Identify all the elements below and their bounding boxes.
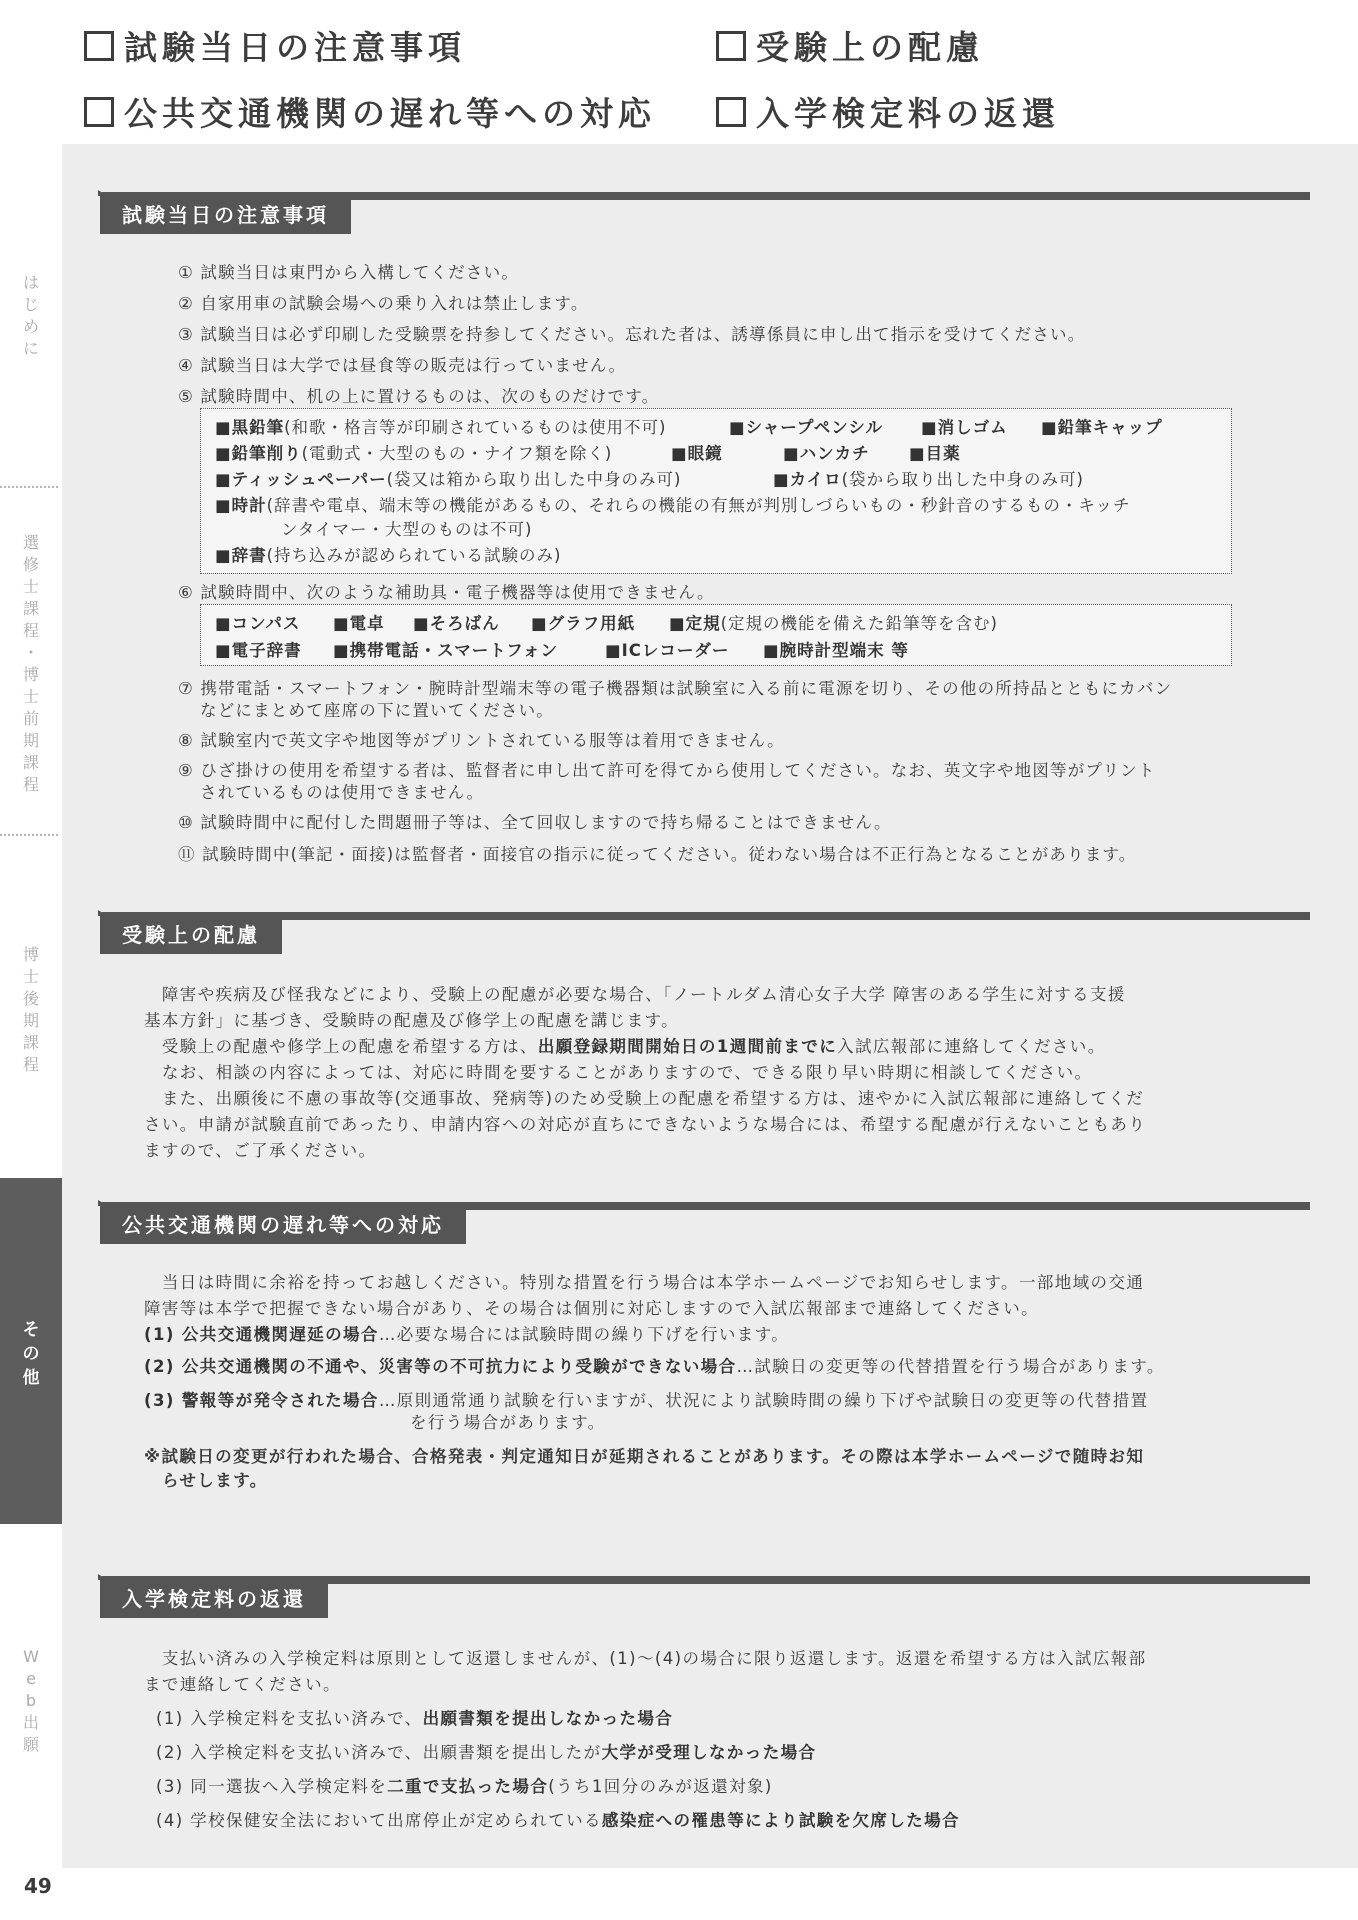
case-line: (2) 公共交通機関の不通や、災害等の不可抗力により受験ができない場合…試験日の変更等の代替措置を行う場合があります。: [144, 1357, 1165, 1376]
paragraph-line: 基本方針」に基づき、受験時の配慮及び修学上の配慮を講じます。: [144, 1011, 680, 1030]
checkbox-icon: [84, 31, 114, 61]
sidebar-item-other-label: そ の 他: [22, 1320, 40, 1388]
case-line-cont: を行う場合があります。: [410, 1413, 606, 1432]
forbidden-line: ■グラフ用紙: [531, 614, 636, 633]
list-item: ⑦ 携帯電話・スマートフォン・腕時計型端末等の電子機器類は試験室に入る前に電源を切り、その他の所持品とともにカバン: [178, 679, 1173, 698]
list-item: ② 自家用車の試験会場への乗り入れは禁止します。: [178, 294, 589, 313]
allowed-line: ■消しゴム: [921, 418, 1008, 437]
list-item: ⑪ 試験時間中(筆記・面接)は監督者・面接官の指示に従ってください。従わない場合は不正行為となることがあります。: [178, 845, 1137, 864]
forbidden-items-box: [200, 604, 1232, 666]
header-item-transport: [84, 88, 656, 135]
paragraph-line: さい。申請が試験直前であったり、申請内容への対応が直ちにできないような場合には、希望する配慮が行えないこともあり: [144, 1115, 1147, 1134]
list-item-cont: されているものは使用できません。: [200, 783, 485, 802]
header-item-label: 受験上の配慮: [756, 28, 984, 67]
checkbox-icon: [716, 97, 746, 127]
paragraph-line: 障害等は本学で把握できない場合があり、その場合は個別に対応しますので入試広報部まで連絡してください。: [144, 1299, 1039, 1318]
list-item: ① 試験当日は東門から入構してください。: [178, 263, 520, 282]
sidebar-item-other[interactable]: [0, 1178, 62, 1524]
allowed-line: ■目薬: [909, 444, 961, 463]
section-rule: [102, 912, 1310, 920]
list-item: ⑨ ひざ掛けの使用を希望する者は、監督者に申し出て許可を得てから使用してください。なお、英文字や地図等がプリント: [178, 761, 1156, 780]
allowed-line: ■辞書(持ち込みが認められている試験のみ): [215, 546, 562, 565]
paragraph-line: まで連絡してください。: [144, 1675, 341, 1694]
paragraph-line: 支払い済みの入学検定料は原則として返還しませんが、(1)〜(4)の場合に限り返還します。返還を希望する方は入試広報部: [144, 1649, 1147, 1668]
sidebar-item-doctoral[interactable]: 博 士 後 期 課 程: [22, 945, 39, 1074]
list-item: ⑤ 試験時間中、机の上に置けるものは、次のものだけです。: [178, 387, 660, 406]
allowed-items-box: [200, 408, 1232, 574]
allowed-line: ■鉛筆削り(電動式・大型のもの・ナイフ類を除く): [215, 444, 613, 463]
paragraph-line: なお、相談の内容によっては、対応に時間を要することがありますので、できる限り早い時期に相談してください。: [144, 1063, 1093, 1082]
allowed-line: ■黒鉛筆(和歌・格言等が印刷されているものは使用不可): [215, 418, 667, 437]
note-line: ※試験日の変更が行われた場合、合格発表・判定通知日が延期されることがあります。その際は本学ホームページで随時お知: [144, 1447, 1145, 1466]
section-title-refund: 入学検定料の返還: [100, 1580, 328, 1618]
header-item-exam-day: [84, 22, 466, 69]
list-item: ⑥ 試験時間中、次のような補助具・電子機器等は使用できません。: [178, 583, 715, 602]
sidebar-item-masters[interactable]: 選 修 士 課 程 ・ 博 士 前 期 課 程: [22, 533, 39, 794]
sidebar-item-intro[interactable]: は じ め に: [22, 273, 39, 358]
sidebar-divider: [0, 834, 58, 836]
refund-case: (3) 同一選抜へ入学検定料を二重で支払った場合(うち1回分のみが返還対象): [156, 1777, 773, 1796]
header-item-label: 試験当日の注意事項: [124, 28, 466, 67]
paragraph-line: また、出願後に不慮の事故等(交通事故、発病等)のため受験上の配慮を希望する方は、速やかに入試広報部に連絡してくだ: [144, 1089, 1145, 1108]
forbidden-line: ■携帯電話・スマートフォン: [333, 641, 558, 660]
list-item: ⑧ 試験室内で英文字や地図等がプリントされている服等は着用できません。: [178, 731, 785, 750]
refund-case: (4) 学校保健安全法において出席停止が定められている感染症への罹患等により試験を欠席した場合: [156, 1811, 960, 1830]
forbidden-line: ■ICレコーダー: [605, 641, 730, 660]
forbidden-line: ■腕時計型端末 等: [763, 641, 909, 660]
allowed-line: ■時計(辞書や電卓、端末等の機能があるもの、それらの機能の有無が判別しづらいもの・秒針音のするもの・キッチ: [215, 496, 1131, 515]
allowed-line: ■カイロ(袋から取り出した中身のみ可): [773, 470, 1084, 489]
section-title-consideration: 受験上の配慮: [100, 916, 282, 954]
allowed-line: ンタイマー・大型のものは不可): [281, 520, 533, 539]
note-line: らせします。: [162, 1471, 268, 1490]
paragraph-line: ますので、ご了承ください。: [144, 1141, 377, 1160]
forbidden-line: ■電子辞書: [215, 641, 302, 660]
allowed-line: ■ハンカチ: [783, 444, 870, 463]
forbidden-line: ■定規(定規の機能を備えた鉛筆等を含む): [669, 614, 998, 633]
content-panel: [62, 144, 1358, 1868]
list-item: ④ 試験当日は大学では昼食等の販売は行っていません。: [178, 356, 627, 375]
sidebar-item-web[interactable]: W e b 出 願: [22, 1647, 39, 1754]
case-line: (1) 公共交通機関遅延の場合…必要な場合には試験時間の繰り下げを行います。: [144, 1325, 790, 1344]
checkbox-icon: [716, 31, 746, 61]
sidebar-divider: [0, 486, 58, 488]
header-item-label: 公共交通機関の遅れ等への対応: [124, 94, 656, 133]
header-item-refund: [716, 88, 1060, 135]
section-title-exam-day: 試験当日の注意事項: [100, 196, 351, 234]
allowed-line: ■鉛筆キャップ: [1041, 418, 1163, 437]
refund-case: (1) 入学検定料を支払い済みで、出願書類を提出しなかった場合: [156, 1709, 674, 1728]
header-checklist: [80, 14, 1120, 134]
page-number: 49: [24, 1874, 52, 1898]
case-line: (3) 警報等が発令された場合…原則通常通り試験を行いますが、状況により試験時間の繰り下げや試験日の変更等の代替措置: [144, 1391, 1149, 1410]
forbidden-line: ■コンパス: [215, 614, 301, 633]
list-item: ⑩ 試験時間中に配付した問題冊子等は、全て回収しますので持ち帰ることはできません。: [178, 813, 892, 832]
list-item: ③ 試験当日は必ず印刷した受験票を持参してください。忘れた者は、誘導係員に申し出て指示を受けてください。: [178, 325, 1086, 344]
list-item-cont: などにまとめて座席の下に置いてください。: [200, 701, 554, 720]
paragraph-line: 受験上の配慮や修学上の配慮を希望する方は、出願登録期間開始日の1週間前までに入試広報部に連絡してください。: [144, 1037, 1106, 1056]
section-title-transport: 公共交通機関の遅れ等への対応: [100, 1206, 466, 1244]
allowed-line: ■シャープペンシル: [729, 418, 883, 437]
forbidden-line: ■電卓: [333, 614, 385, 633]
header-item-consideration: [716, 22, 984, 69]
allowed-line: ■ティッシュペーパー(袋又は箱から取り出した中身のみ可): [215, 470, 682, 489]
forbidden-line: ■そろばん: [413, 614, 500, 633]
checkbox-icon: [84, 97, 114, 127]
allowed-line: ■眼鏡: [671, 444, 723, 463]
paragraph-line: 当日は時間に余裕を持ってお越しください。特別な措置を行う場合は本学ホームページでお知らせします。一部地域の交通: [144, 1273, 1145, 1292]
header-item-label: 入学検定料の返還: [756, 94, 1060, 133]
paragraph-line: 障害や疾病及び怪我などにより、受験上の配慮が必要な場合、「ノートルダム清心女子大学 障害のある学生に対する支援: [144, 985, 1126, 1004]
refund-case: (2) 入学検定料を支払い済みで、出願書類を提出したが大学が受理しなかった場合: [156, 1743, 817, 1762]
